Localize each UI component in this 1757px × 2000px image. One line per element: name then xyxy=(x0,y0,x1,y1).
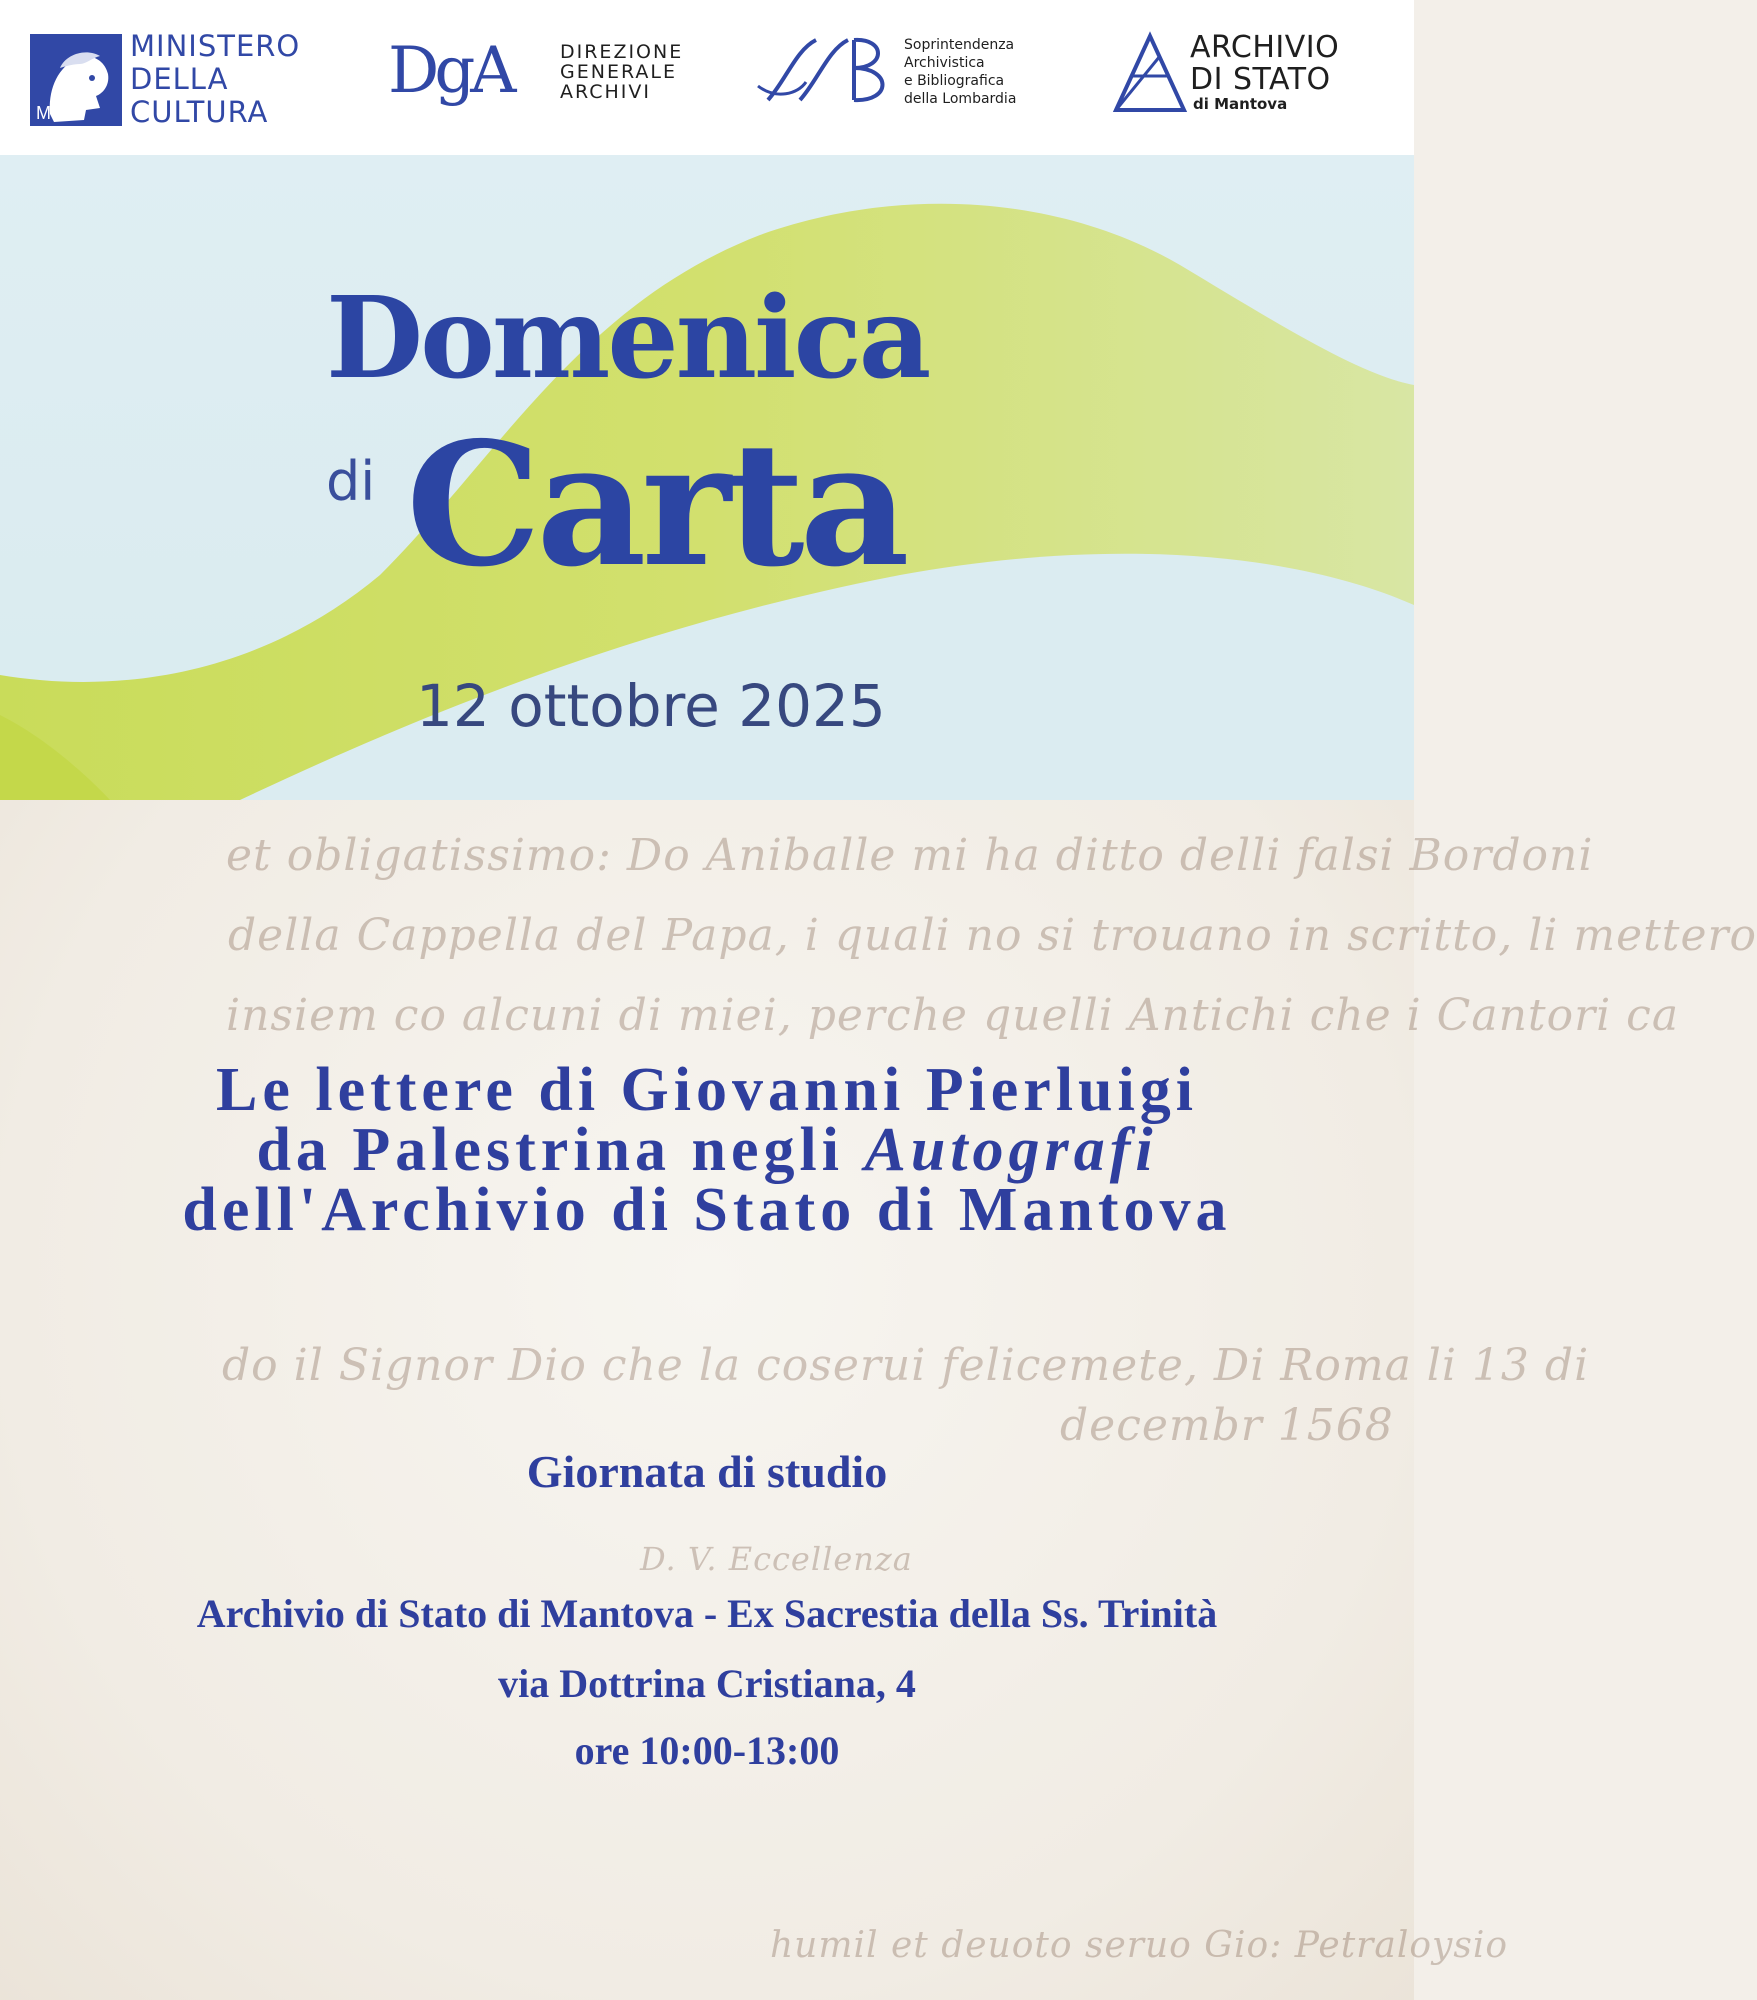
manuscript-line: humil et deuoto seruo Gio: Petraloysio xyxy=(770,1925,1509,1966)
manuscript-line: della Cappella del Papa, i quali no si trouano in scritto, li mettero xyxy=(228,910,1757,961)
manuscript-line: D. V. Eccellenza xyxy=(640,1540,913,1578)
manuscript-background xyxy=(0,800,1757,2000)
sab-mark-icon xyxy=(756,30,896,110)
dga-line: ARCHIVI xyxy=(560,81,652,103)
dga-wordmark xyxy=(560,42,683,102)
asm-wordmark xyxy=(1190,32,1339,113)
mic-line: CULTURA xyxy=(130,95,269,129)
mic-logo xyxy=(30,30,330,130)
mic-line: MINISTERO xyxy=(130,29,301,63)
dga-line: DIREZIONE xyxy=(560,41,684,63)
hero-title-carta: Carta xyxy=(406,405,905,605)
event-title-line xyxy=(0,1116,1414,1184)
dga-mark: DgA xyxy=(388,34,512,108)
sab-line: Archivistica xyxy=(904,55,985,71)
manuscript-line: et obligatissimo: Do Aniballe mi ha ditto delli falsi Bordoni xyxy=(226,830,1594,881)
asm-triangle-icon xyxy=(1112,30,1188,116)
event-title-line: dell'Archivio di Stato di Mantova xyxy=(182,1176,1232,1244)
logo-bar xyxy=(0,0,1414,155)
dga-logo xyxy=(388,26,728,126)
event-venue: Archivio di Stato di Mantova - Ex Sacrestia della Ss. Trinità xyxy=(196,1591,1218,1636)
asm-logo xyxy=(1112,30,1402,130)
event-title-emphasis: Autografi xyxy=(864,1116,1158,1184)
asm-line: di Mantova xyxy=(1193,95,1288,113)
event-hours: ore 10:00-13:00 xyxy=(574,1728,840,1773)
sab-line: della Lombardia xyxy=(904,91,1017,107)
manuscript-line: decembr 1568 xyxy=(1060,1400,1394,1451)
sab-logo xyxy=(756,30,1056,130)
asm-line: DI STATO xyxy=(1190,62,1331,97)
event-title xyxy=(0,1056,1414,1244)
dga-line: GENERALE xyxy=(560,61,677,83)
event-address: via Dottrina Cristiana, 4 xyxy=(498,1661,916,1706)
event-title-text: da Palestrina negli xyxy=(256,1116,865,1184)
mic-wordmark xyxy=(130,30,300,129)
hero-banner xyxy=(0,155,1414,800)
event-type: Giornata di studio xyxy=(526,1446,888,1497)
hero-title-domenica: Domenica xyxy=(326,273,929,404)
event-title-line: Le lettere di Giovanni Pierluigi xyxy=(216,1056,1198,1124)
event-date: 12 ottobre 2025 xyxy=(416,672,886,740)
manuscript-line: do il Signor Dio che la coserui felicemete, Di Roma li 13 di xyxy=(222,1340,1590,1391)
manuscript-line: insiem co alcuni di miei, perche quelli Antichi che i Cantori ca xyxy=(226,990,1680,1041)
sab-line: Soprintendenza xyxy=(904,37,1015,53)
sab-line: e Bibliografica xyxy=(904,73,1005,89)
mic-abbr: MiC xyxy=(36,103,70,123)
hero-title-di: di xyxy=(326,450,376,513)
asm-line: ARCHIVIO xyxy=(1190,30,1340,65)
sab-wordmark xyxy=(904,36,1016,108)
mic-line: DELLA xyxy=(130,62,229,96)
mic-emblem xyxy=(30,34,122,126)
